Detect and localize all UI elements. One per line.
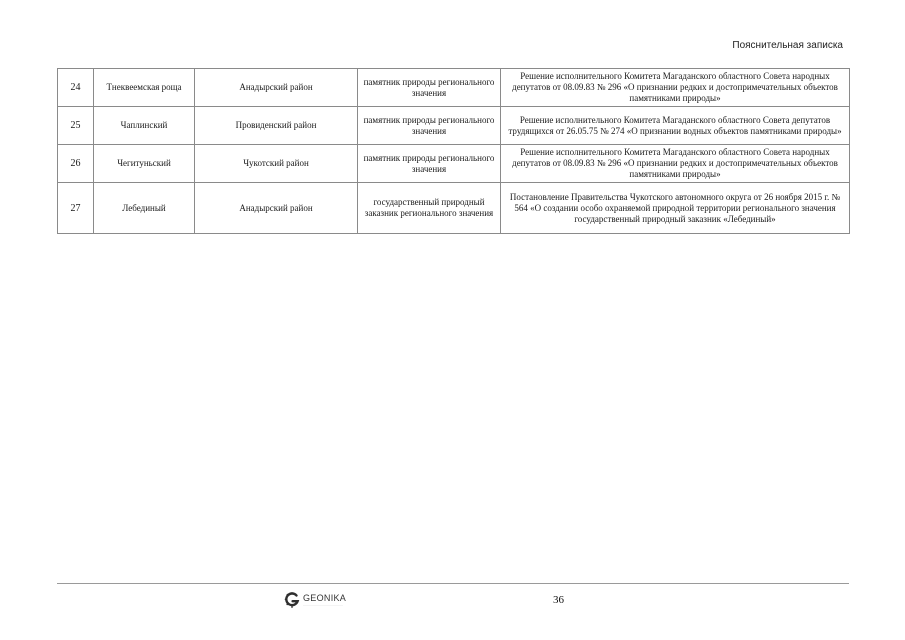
category: памятник природы регионального значения — [358, 145, 501, 183]
table-row — [58, 69, 850, 107]
category: памятник природы регионального значения — [358, 69, 501, 107]
logo-wordmark: GEONIKA — [303, 592, 347, 603]
protected-areas-table — [57, 68, 850, 234]
legal-document: Решение исполнительного Комитета Магаданского областного Совета народных депутатов от 08.09.83 № 296 «О признании редких и достопримечательных объектов памятниками природы» — [501, 69, 850, 107]
district: Анадырский район — [195, 69, 358, 107]
row-number: 24 — [58, 69, 94, 107]
category: государственный природный заказник регионального значения — [358, 183, 501, 234]
row-number: 25 — [58, 107, 94, 145]
object-name: Чегитуньский — [94, 145, 195, 183]
row-number: 26 — [58, 145, 94, 183]
legal-document: Решение исполнительного Комитета Магаданского областного Совета народных депутатов от 08.09.83 № 296 «О признании редких и достопримечательных объектов памятниками природы» — [501, 145, 850, 183]
logo-tagline: ········································ — [303, 602, 343, 607]
object-name: Лебединый — [94, 183, 195, 234]
district: Анадырский район — [195, 183, 358, 234]
table-row — [58, 145, 850, 183]
object-name: Чаплинский — [94, 107, 195, 145]
table-row — [58, 183, 850, 234]
legal-document: Решение исполнительного Комитета Магаданского областного Совета депутатов трудящихся от 26.05.75 № 274 «О признании водных объектов памятниками природы» — [501, 107, 850, 145]
object-name: Тнеквеемская роща — [94, 69, 195, 107]
district: Чукотский район — [195, 145, 358, 183]
footer-divider — [57, 583, 849, 584]
geonika-logo — [284, 591, 346, 609]
legal-document: Постановление Правительства Чукотского автономного округа от 26 ноября 2015 г. № 564 «О создании особо охраняемой природной территории регионального значения государственный природный заказник «Лебединый» — [501, 183, 850, 234]
category: памятник природы регионального значения — [358, 107, 501, 145]
document-header-title: Пояснительная записка — [732, 40, 843, 51]
page-number: 36 — [553, 594, 564, 606]
table-row — [58, 107, 850, 145]
row-number: 27 — [58, 183, 94, 234]
geonika-logo-icon — [284, 591, 300, 609]
district: Провиденский район — [195, 107, 358, 145]
